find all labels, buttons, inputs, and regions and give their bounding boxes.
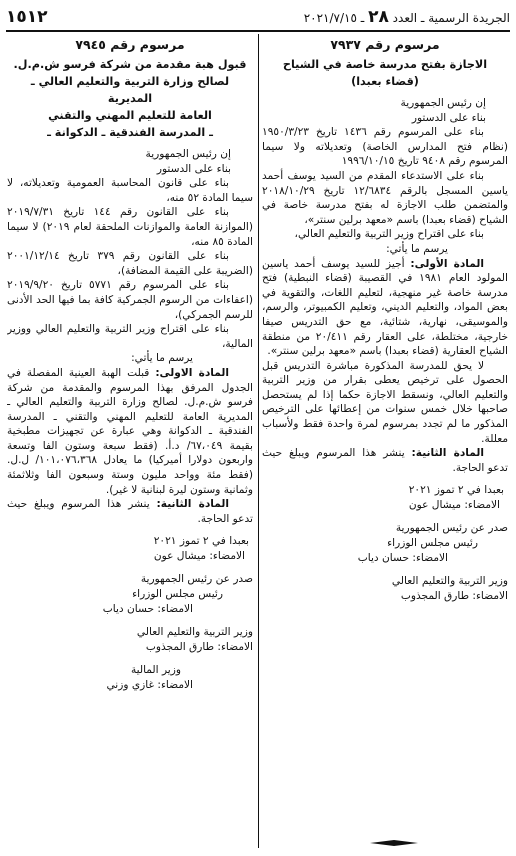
- article-1-continuation: لا يحق للمدرسة المذكورة مباشرة التدريس قبل الحصول على ترخيص يعطى بقرار من وزير التربية والتعليم العالي، ونسقط الاجازة حكما إذا لم يستحصل صاحبها خلال خمس سنوات من إعطائها على الترخيص المذكور ما لم تجدد بمرسوم لمرة واحدة فقط ولأسباب معللة.: [262, 359, 508, 445]
- president-signature: الامضاء: ميشال عون: [408, 499, 500, 512]
- preamble-clause: بناء على القانون رقم ٣٧٩ تاريخ ٢٠٠١/١٢/١٤ (الضريبة على القيمة المضافة)،: [7, 250, 253, 277]
- article-2: [7, 497, 253, 526]
- decree-title-line: ـ المدرسة الفندقية ـ الدكوانة ـ: [47, 126, 213, 139]
- gazette-issue-line: [304, 7, 510, 27]
- preamble-president: إن رئيس الجمهورية: [145, 148, 231, 160]
- preamble-constitution: بناء على الدستور: [411, 111, 486, 124]
- minister-signature: الامضاء: طارق المجذوب: [145, 641, 253, 654]
- page-number: ١٥١٢: [6, 7, 48, 27]
- article-heading: المادة الثانية:: [156, 498, 229, 511]
- issue-date: ـ ٢٠٢١/٧/١٥: [303, 11, 365, 25]
- decrees-following: يرسم ما يأتي:: [386, 242, 448, 255]
- article-text: ينشر هذا المرسوم ويبلغ حيث تدعو الحاجة.: [7, 498, 253, 525]
- preamble-clause: بناء على القانون رقم ١٤٤ تاريخ ٢٠١٩/٧/٣١ (الموازنة العامة والموازنات الملحقة لعام ٢٠١٩) لا سيما المادة ٨٥ منه،: [7, 206, 253, 248]
- decree-title-line: قبول هبة مقدمة من شركة فرسو ش.م.ل.: [13, 58, 247, 71]
- article-heading: المادة الثانية:: [411, 447, 484, 460]
- preamble-clause: بناء على المرسوم رقم ٥٧٧١ تاريخ ٢٠١٩/٩/٢٠ (اعفاءات من الرسوم الجمركية كافة بما فيها الحد الأدنى للرسم الجمركي)،: [7, 279, 253, 321]
- minister-title: وزير التربية والتعليم العالي: [391, 575, 508, 588]
- signature-block: [7, 534, 253, 693]
- decrees-following: يرسم ما يأتي:: [131, 352, 193, 365]
- decree-title-line: العامة للتعليم المهني والتقني: [48, 109, 212, 122]
- page-header: [6, 4, 510, 30]
- finance-minister-title: وزير المالية: [130, 664, 181, 677]
- article-2: [262, 446, 508, 475]
- issued-by: صدر عن رئيس الجمهورية: [140, 573, 253, 586]
- signature-date: بعبدا في ٢ تموز ٢٠٢١: [408, 484, 504, 497]
- gazette-title: الجريدة الرسمية ـ العدد: [392, 11, 510, 25]
- decree-number: مرسوم رقم ٧٩٤٥: [75, 37, 185, 52]
- preamble-clause: بناء على قانون المحاسبة العمومية وتعديلاته، لا سيما المادة ٥٢ منه،: [7, 177, 253, 204]
- decree-title-line: الاجازة بفتح مدرسة خاصة في الشياح: [282, 58, 488, 71]
- preamble-clause: بناء على اقتراح وزير التربية والتعليم العالي ووزير المالية،: [7, 323, 253, 350]
- article-1: [262, 257, 508, 359]
- decree-title: [7, 56, 253, 141]
- article-text: أجيز للسيد يوسف أحمد ياسين المولود العام ١٩٨١ في القصيبة (قضاء النبطية) فتح مدرسة خاصة غير منهجية، لتعليم اللغات، والتقوية في بعض المواد، والتعليم الديني، وتعليم الكمبيوتر، والرسم، والموسيقى، نهارية، شتائية، مع حق التدريس صيفا خارجية، مختلطة، على العقار رقم ٢٠/٤١١ من منطقة الشياح العقارية (قضاء بعبدا) باسم «معهد برلين سنتر».: [262, 257, 508, 358]
- decree-title-line: لصالح وزارة التربية والتعليم العالي ـ المديرية: [30, 75, 230, 105]
- header-rule: [6, 30, 510, 32]
- preamble-clause: بناء على الاستدعاء المقدم من السيد يوسف أحمد ياسين المسجل بالرقم ١٢/٦٨٣٤ تاريخ ٢٠١٨/١٠/٢٩ والمتضمن طلب الاجازة له بفتح مدرسة خاصة في الشياح (قضاء بعبدا) باسم «معهد برلين سنتر»،: [262, 169, 508, 226]
- preamble-clause: بناء على المرسوم رقم ١٤٣٦ تاريخ ١٩٥٠/٣/٢٣ (نظام فتح المدارس الخاصة) وتعديلاته ولا سيما المرسوم رقم ٩٤٠٨ تاريخ ١٩٩٦/١٠/١٥: [262, 126, 508, 168]
- president-signature: الامضاء: ميشال عون: [153, 550, 245, 563]
- preamble-president: إن رئيس الجمهورية: [400, 97, 486, 109]
- article-heading: المادة الاولى:: [155, 366, 229, 379]
- article-heading: المادة الأولى:: [410, 257, 484, 270]
- article-text: ينشر هذا المرسوم ويبلغ حيث تدعو الحاجة.: [262, 447, 508, 474]
- issue-number: ٢٨: [368, 7, 389, 27]
- decree-7937-column: [262, 36, 508, 850]
- pm-title: رئيس مجلس الوزراء: [387, 537, 478, 550]
- minister-title: وزير التربية والتعليم العالي: [136, 626, 253, 639]
- decree-title-line: (قضاء بعبدا): [351, 75, 419, 88]
- decree-number: مرسوم رقم ٧٩٣٧: [330, 37, 440, 52]
- signature-block: [262, 483, 508, 604]
- pm-signature: الامضاء: حسان دياب: [357, 552, 448, 565]
- issued-by: صدر عن رئيس الجمهورية: [395, 522, 508, 535]
- preamble-constitution: بناء على الدستور: [156, 162, 231, 175]
- article-text: قبلت الهبة العينية المفصلة في الجدول المرفق بهذا المرسوم والمقدمة من شركة فرسو ش.م.ل. لصالح وزارة التربية والتعليم العالي ـ المديرية العامة للتعليم المهني والتقني ـ المدرسة الفندقية ـ الدكوانة وهي عبارة عن تجهيزات مطبخية بقيمة ٦٧،٠٤٩/ د.أ. (فقط سبعة وستون الفا وتسعة واربعون دولارا أميركيا) ما يعادل ١٠١،٠٧٦،٣٦٨/ ل.ل. (فقط مئة وواحد مليون وستة وسبعون الفا وثلاثمئة وثمانية وستون ليرة لبنانية لا غير).: [7, 366, 253, 496]
- signature-date: بعبدا في ٢ تموز ٢٠٢١: [153, 535, 249, 548]
- column-divider: [258, 34, 259, 848]
- article-1: [7, 366, 253, 497]
- finance-minister-signature: الامضاء: غازي وزني: [106, 679, 193, 692]
- pm-title: رئيس مجلس الوزراء: [132, 588, 223, 601]
- decree-title: [262, 56, 508, 90]
- preamble-clause: بناء على اقتراح وزير التربية والتعليم العالي،: [294, 228, 484, 241]
- end-ornament-icon: [370, 840, 418, 846]
- decree-7945-column: [7, 36, 253, 850]
- minister-signature: الامضاء: طارق المجذوب: [400, 590, 508, 603]
- pm-signature: الامضاء: حسان دياب: [102, 603, 193, 616]
